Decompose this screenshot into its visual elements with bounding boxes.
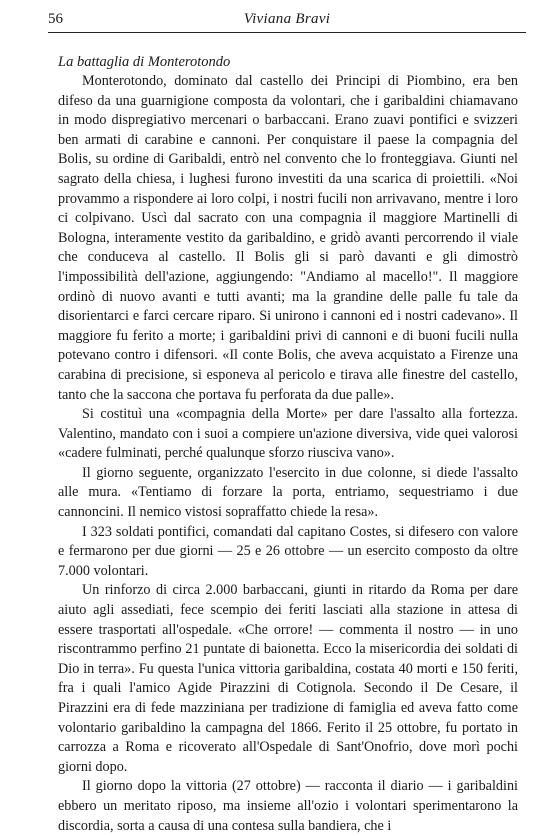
paragraph-assault: Il giorno seguente, organizzato l'esercito in due colonne, si diede l'assalto alle mura. «Tentiamo di forzare la porta, entriamo, sequestriamo i due cannoncini. Il nemico vistosi sopraffatto chiede la resa». — [58, 464, 518, 521]
paragraph-compagnia-della-morte: Si costituì una «compagnia della Morte» per dare l'assalto alla fortezza. Valentino, mandato con i suoi a compiere un'azione diversiva, vide quei valorosi «cadere fulminati, perché qualunque sforzo riusciva vano». — [58, 406, 518, 462]
paragraph-reinforcements: Un rinforzo di circa 2.000 barbaccani, giunti in ritardo da Roma per dare aiuto agli assediati, fece scempio dei feriti lasciati alla stazione in attesa di essere trasportati all'ospedale. «Che orrore! — commenta il nostro — in uno riscontrammo perfino 21 puntate di baionetta. Ecco la misericordia dei soldati di Dio in terra». Fu questa l'unica vittoria garibaldina, costata 40 morti e 150 feriti, fra i quali l'amico Agide Pirazzini di Cotignola. Secondo il De Cesare, il Pirazzini era di fede mazziniana per tradizione di famiglia ed aveva fatto come volontario garibaldino la campagna del 1866. Ferito il 25 ottobre, fu portato in carrozza a Roma e ricoverato all'Ospedale di Sant'Onofrio, dove morì pochi giorni dopo. — [58, 582, 518, 775]
page-header — [48, 8, 526, 33]
body-text — [58, 72, 518, 836]
running-head-author: Viviana Bravi — [243, 11, 331, 27]
section-title: La battaglia di Monterotondo — [58, 54, 231, 70]
page-number: 56 — [48, 11, 63, 27]
paragraph-papal-soldiers: I 323 soldati pontifici, comandati dal capitano Costes, si difesero con valore e fermarono per due giorni — 25 e 26 ottobre — un esercito composto da oltre 7.000 volontari. — [58, 523, 518, 579]
paragraph-day-after: Il giorno dopo la vittoria (27 ottobre) — racconta il diario — i garibaldini ebbero un meritato riposo, ma insieme all'ozio i volontari sperimentarono la discordia, sorta a causa di una contesa sulla bandiera, che i — [58, 778, 518, 834]
paragraph-battle-account: Monterotondo, dominato dal castello dei Principi di Piombino, era ben difeso da una guarnigione composta da volontari, che i garibaldini chiamavano in modo dispregiativo mercenari o barbaccani. Erano zuavi pontifici e svizzeri ben armati di carabine e cannoni. Per conquistare il paese la compagnia del Bolis, su ordine di Garibaldi, entrò nel convento che lo fronteggiava. Giunti nel sagrato della chiesa, i lughesi furono investiti da una scarica di proiettili. «Noi provammo a rispondere ai loro colpi, i nostri fucili non arrivavano, mentre i loro ci colpivano. Uscì dal sacrato con una compagnia il maggiore Martinelli di Bologna, interamente vestito da garibaldino, e gridò avanti percorrendo il viale che conduceva al castello. Il Bolis gli si parò davanti e gli dimostrò l'impossibilità dell'azione, aggiungendo: "Andiamo al macello!". Il maggiore ordinò di nuovo avanti e tutti avanti; ma la grandine delle palle fu tale da disorientarci e farci cercare riparo. Si unirono i cannoni ed i nostri cadevano». Il maggiore fu ferito a morte; i garibaldini privi di cannoni e di buoni fucili nulla potevano contro i difensori. «Il conte Bolis, che aveva acquistato a Firenze una carabina di precisione, si esponeva al pericolo e tirava alle finestre del castello, tanto che la saccona che portava fu perforata da due palle». — [58, 73, 518, 403]
